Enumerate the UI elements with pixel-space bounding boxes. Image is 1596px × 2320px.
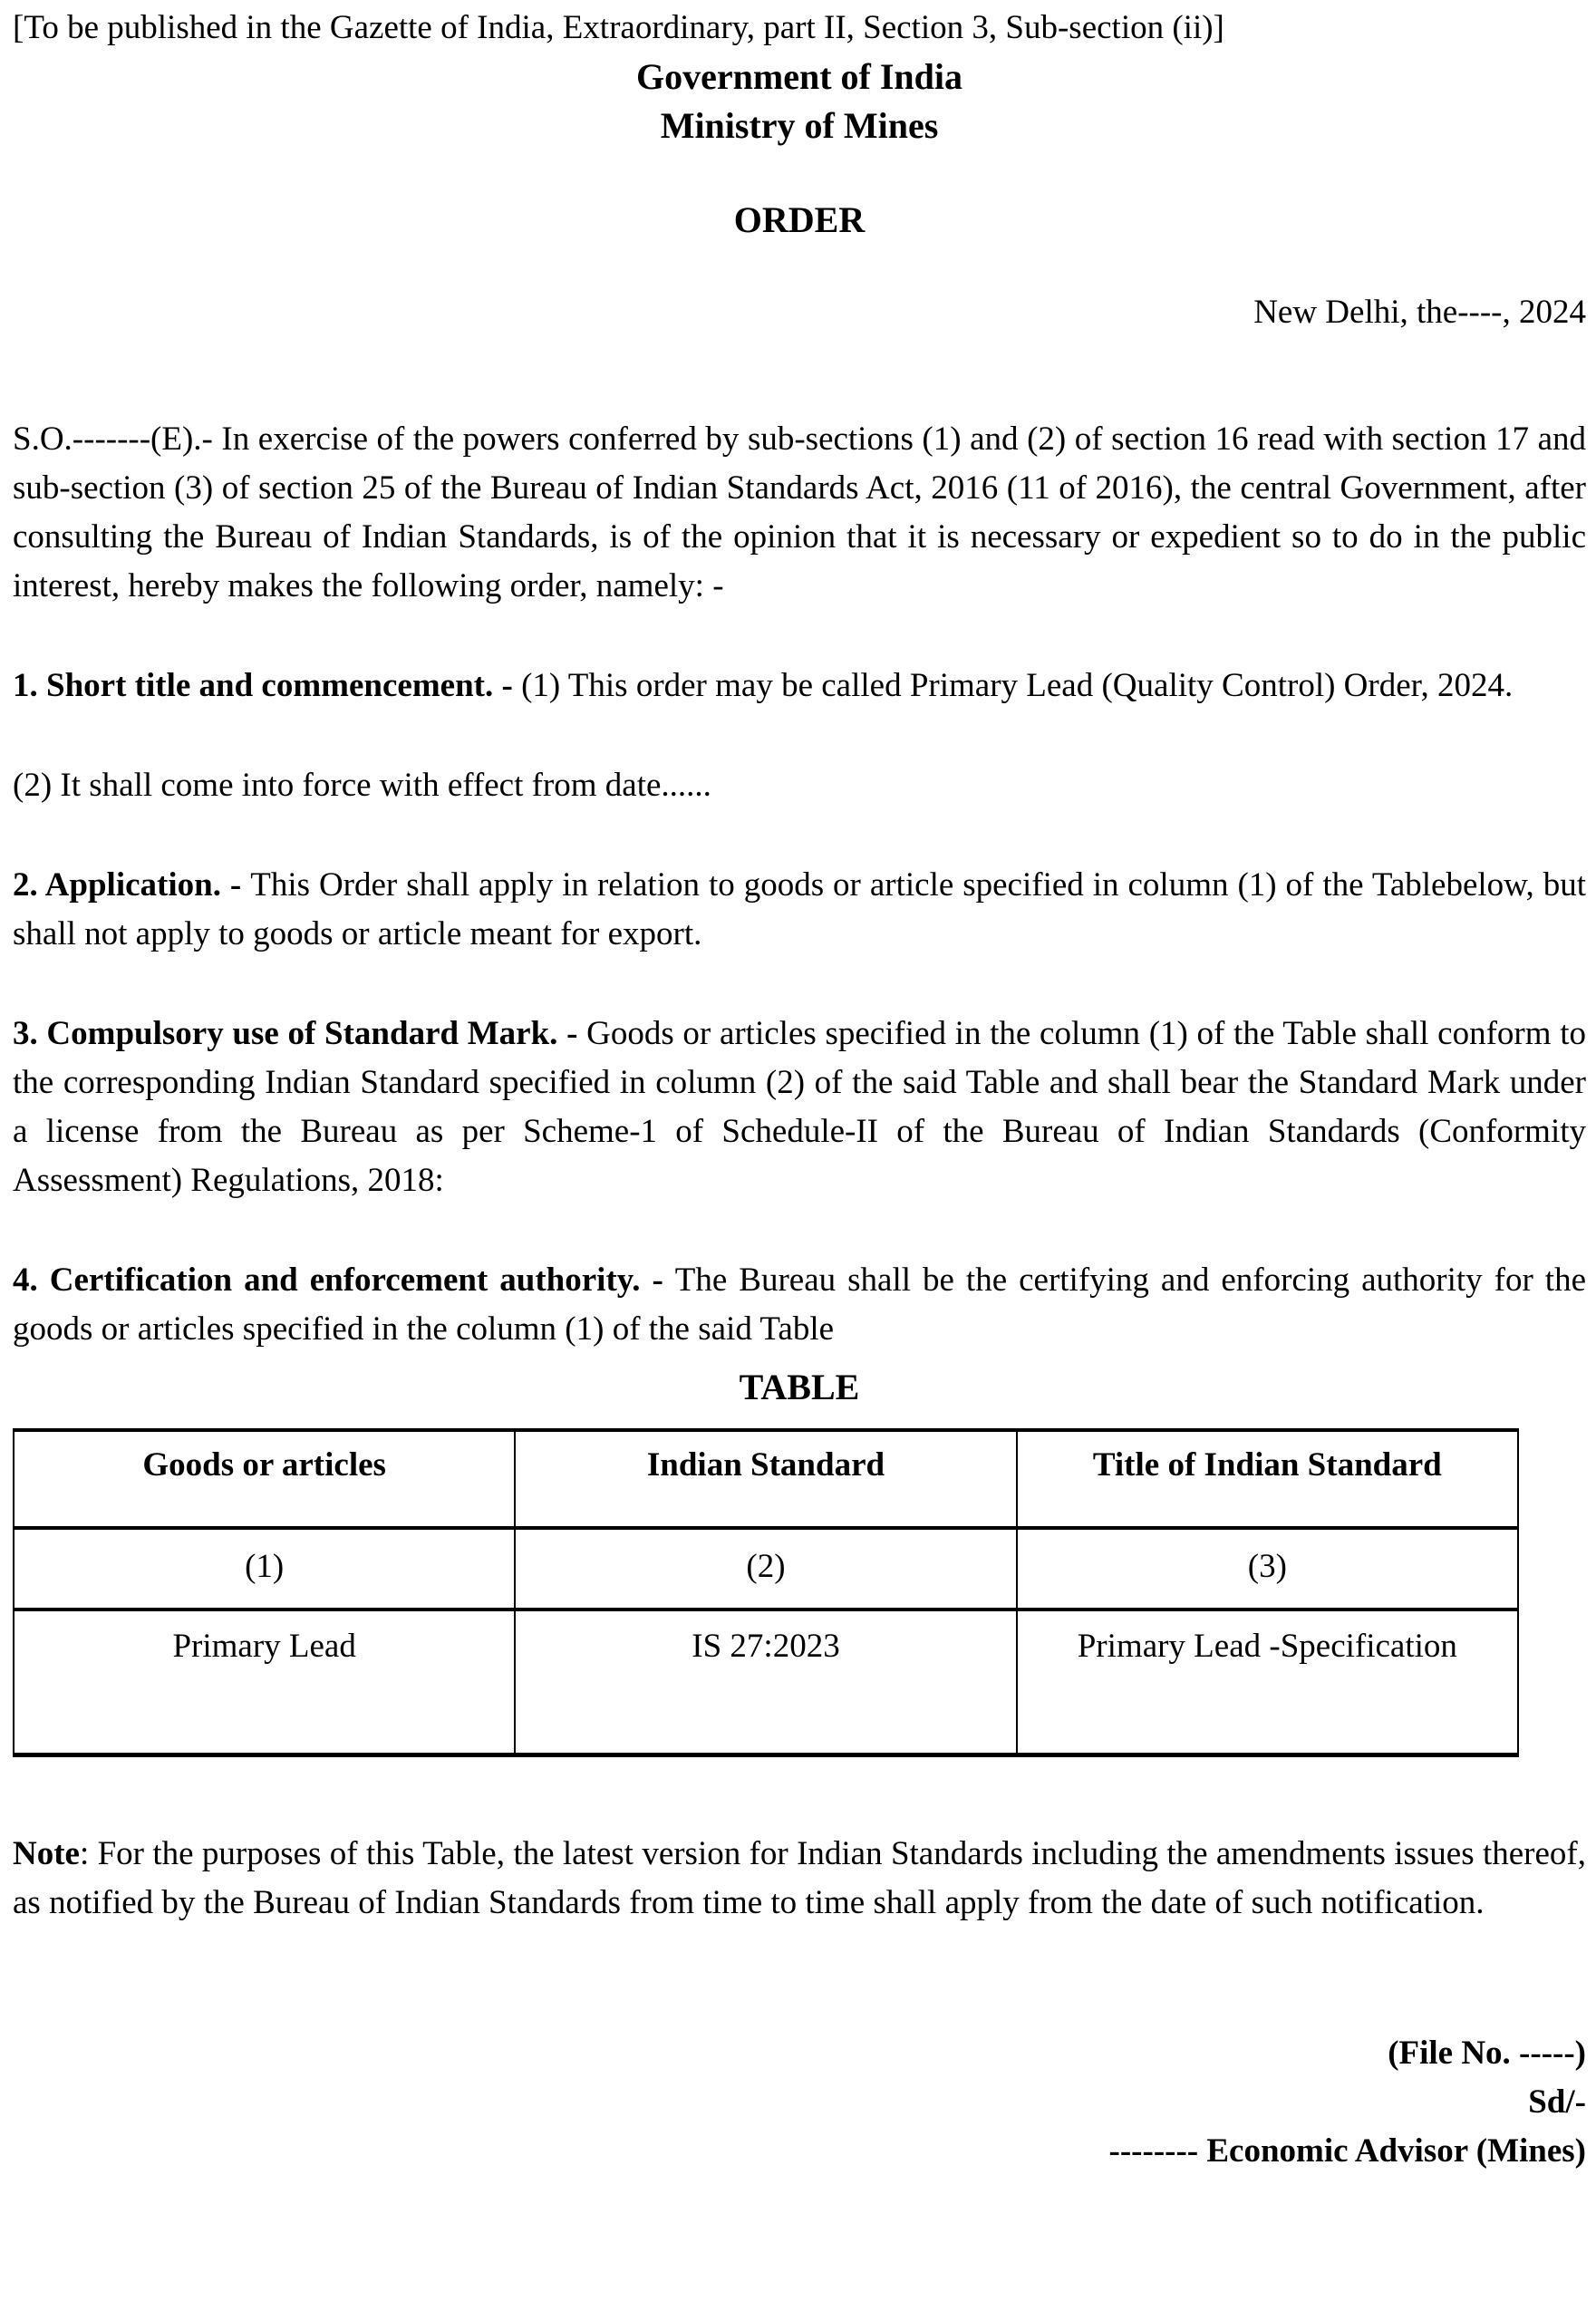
table-header-row <box>14 1430 1518 1528</box>
cell-standard: IS 27:2023 <box>515 1610 1016 1755</box>
section-2-paragraph <box>13 861 1586 959</box>
section-3-body: Goods or articles specified in the column (1) of the Table shall conform to the corresponding Indian Standard specified in column (2) of the said Table and shall bear the Standard Mark under a license from the Bureau as per Scheme-1 of Schedule-II of the Bureau of Indian Standards (Conformity Assessment) Regulations, 2018: <box>13 1015 1586 1199</box>
header-cell-title: Title of Indian Standard <box>1017 1430 1518 1528</box>
section-4-title: 4. Certification and enforcement authority. - <box>13 1262 675 1299</box>
column-number-3: (3) <box>1017 1528 1518 1610</box>
section-2-body: This Order shall apply in relation to goods or article specified in column (1) of the Tablebelow, but shall not apply to goods or article meant for export. <box>13 866 1586 952</box>
subsection-2-paragraph: (2) It shall come into force with effect from date...... <box>13 767 711 804</box>
note-paragraph <box>13 1830 1586 1928</box>
file-no-line: (File No. -----) <box>1388 2035 1586 2072</box>
publish-line: [To be published in the Gazette of India, Extraordinary, part II, Section 3, Sub-section (ii)] <box>13 9 1224 46</box>
government-of-india-heading: Government of India <box>636 56 962 97</box>
table-heading: TABLE <box>739 1367 860 1407</box>
column-number-1: (1) <box>14 1528 515 1610</box>
signature-block <box>13 2029 1586 2176</box>
note-body: : For the purposes of this Table, the latest version for Indian Standards including the amendments issues thereof, as notified by the Bureau of Indian Standards from time to time shall apply from the date of such notification. <box>13 1835 1586 1921</box>
cell-goods: Primary Lead <box>14 1610 515 1755</box>
section-3-title: 3. Compulsory use of Standard Mark. - <box>13 1015 587 1052</box>
section-4-body: The Bureau shall be the certifying and enforcing authority for the goods or articles specified in the column (1) of the said Table <box>13 1262 1586 1348</box>
table-row <box>14 1610 1518 1755</box>
header-cell-standard: Indian Standard <box>515 1430 1016 1528</box>
section-4-paragraph <box>13 1256 1586 1354</box>
section-1-paragraph <box>13 662 1586 710</box>
section-2-title: 2. Application. - <box>13 866 251 904</box>
designation-line: -------- Economic Advisor (Mines) <box>1108 2132 1586 2170</box>
dateline: New Delhi, the----, 2024 <box>1253 294 1586 331</box>
so-paragraph: S.O.-------(E).- In exercise of the powers conferred by sub-sections (1) and (2) of section 16 read with section 17 and sub-section (3) of section 25 of the Bureau of Indian Standards Act, 2016 (11 of 2016), the central Government, after consulting the Bureau of Indian Standards, is of the opinion that it is necessary or expedient so to do in the public interest, hereby makes the following order, namely: - <box>13 420 1586 604</box>
order-heading: ORDER <box>733 199 866 240</box>
cell-title: Primary Lead -Specification <box>1017 1610 1518 1755</box>
ministry-of-mines-heading: Ministry of Mines <box>660 105 939 146</box>
sd-line: Sd/- <box>1528 2083 1586 2121</box>
section-1-body: (1) This order may be called Primary Lead (Quality Control) Order, 2024. <box>521 667 1514 704</box>
section-3-paragraph <box>13 1010 1586 1205</box>
standards-table <box>13 1428 1519 1757</box>
table-column-number-row <box>14 1528 1518 1610</box>
column-number-2: (2) <box>515 1528 1016 1610</box>
note-label: Note <box>13 1835 80 1872</box>
section-1-title: 1. Short title and commencement. - <box>13 667 522 704</box>
header-cell-goods: Goods or articles <box>14 1430 515 1528</box>
